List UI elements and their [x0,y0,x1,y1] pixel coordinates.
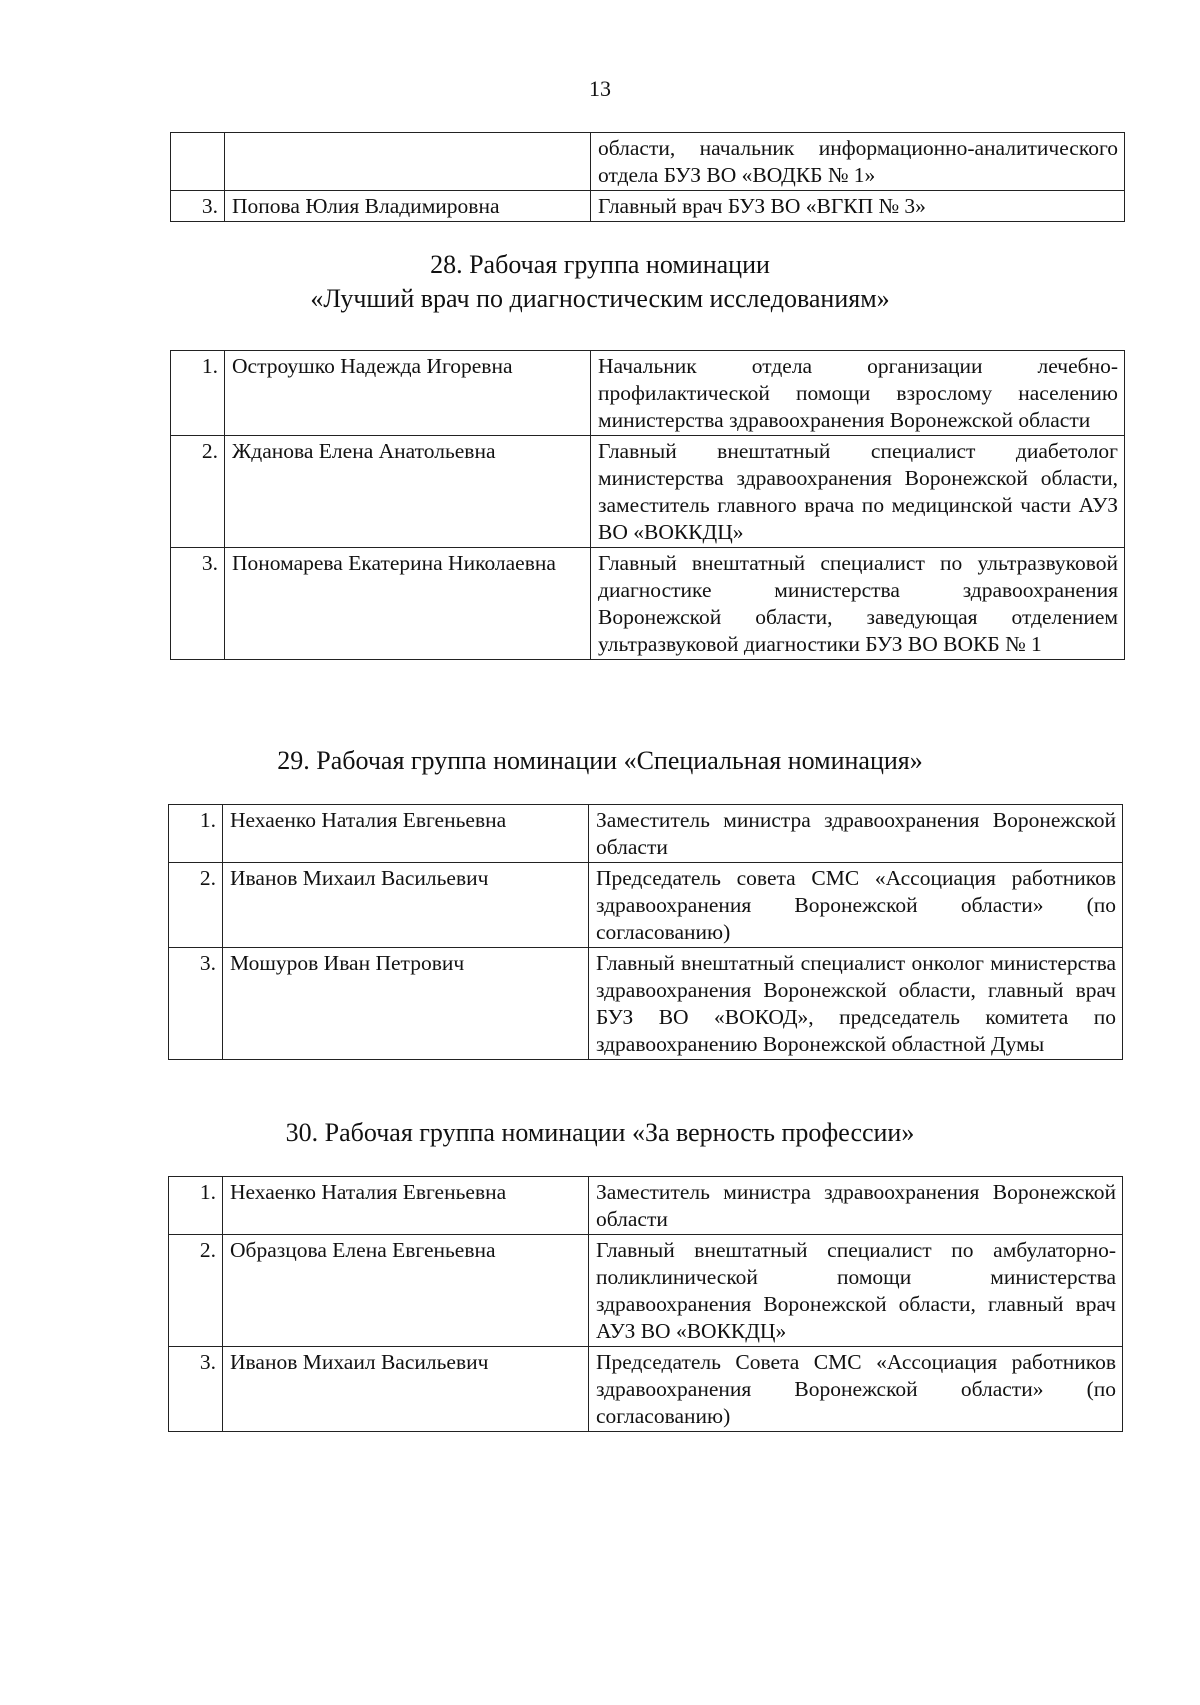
table-row [169,1177,1123,1235]
table-row [171,191,1125,222]
member-position: Главный внештатный специалист онколог министерства здравоохранения Воронежской области, главный врач БУЗ ВО «ВОКОД», председатель комитета по здравоохранению Воронежской областной Думы [589,948,1123,1060]
continuation-table [170,132,1125,222]
member-name: Иванов Михаил Васильевич [223,1347,589,1432]
member-position: области, начальник информационно-аналитического отдела БУЗ ВО «ВОДКБ № 1» [591,133,1125,191]
row-number: 3. [169,1347,223,1432]
member-position: Главный внештатный специалист по ультразвуковой диагностике министерства здравоохранения Воронежской области, заведующая отделением ультразвуковой диагностики БУЗ ВО ВОКБ № 1 [591,548,1125,660]
table-row [169,1235,1123,1347]
row-number: 3. [171,191,225,222]
member-position: Главный внештатный специалист диабетолог министерства здравоохранения Воронежской области, заместитель главного врача по медицинской части АУЗ ВО «ВОККДЦ» [591,436,1125,548]
row-number: 1. [169,1177,223,1235]
section-30-heading [0,1116,1200,1150]
section-heading-line: 30. Рабочая группа номинации «За верность профессии» [285,1118,915,1147]
row-number: 1. [171,351,225,436]
section-30-table [168,1176,1123,1432]
section-heading-line: «Лучший врач по диагностическим исследованиям» [310,284,890,313]
member-position: Главный врач БУЗ ВО «ВГКП № 3» [591,191,1125,222]
table-row [169,948,1123,1060]
row-number [171,133,225,191]
section-heading-line: 29. Рабочая группа номинации «Специальная номинация» [277,746,923,775]
table-row [169,863,1123,948]
member-position: Главный внештатный специалист по амбулаторно-поликлинической помощи министерства здравоохранения Воронежской области, главный врач АУЗ ВО «ВОККДЦ» [589,1235,1123,1347]
section-29-table [168,804,1123,1060]
member-name: Иванов Михаил Васильевич [223,863,589,948]
section-29-heading [0,744,1200,778]
section-heading-line: 28. Рабочая группа номинации [430,250,770,279]
section-28-table [170,350,1125,660]
member-name: Попова Юлия Владимировна [225,191,591,222]
row-number: 3. [171,548,225,660]
member-name: Нехаенко Наталия Евгеньевна [223,805,589,863]
member-name: Мошуров Иван Петрович [223,948,589,1060]
table-row [171,351,1125,436]
member-position: Заместитель министра здравоохранения Воронежской области [589,1177,1123,1235]
member-position: Заместитель министра здравоохранения Воронежской области [589,805,1123,863]
member-name: Остроушко Надежда Игоревна [225,351,591,436]
member-position: Председатель Совета СМС «Ассоциация работников здравоохранения Воронежской области» (по согласованию) [589,1347,1123,1432]
member-name: Образцова Елена Евгеньевна [223,1235,589,1347]
row-number: 2. [169,1235,223,1347]
section-28-heading [0,248,1200,316]
row-number: 2. [171,436,225,548]
member-name: Нехаенко Наталия Евгеньевна [223,1177,589,1235]
member-position: Председатель совета СМС «Ассоциация работников здравоохранения Воронежской области» (по согласованию) [589,863,1123,948]
row-number: 3. [169,948,223,1060]
table-row [171,436,1125,548]
member-name: Жданова Елена Анатольевна [225,436,591,548]
row-number: 1. [169,805,223,863]
row-number: 2. [169,863,223,948]
table-row [171,548,1125,660]
member-name [225,133,591,191]
member-name: Пономарева Екатерина Николаевна [225,548,591,660]
table-row [169,1347,1123,1432]
table-row [169,805,1123,863]
page-number: 13 [589,76,611,101]
table-row [171,133,1125,191]
member-position: Начальник отдела организации лечебно-профилактической помощи взрослому населению министерства здравоохранения Воронежской области [591,351,1125,436]
